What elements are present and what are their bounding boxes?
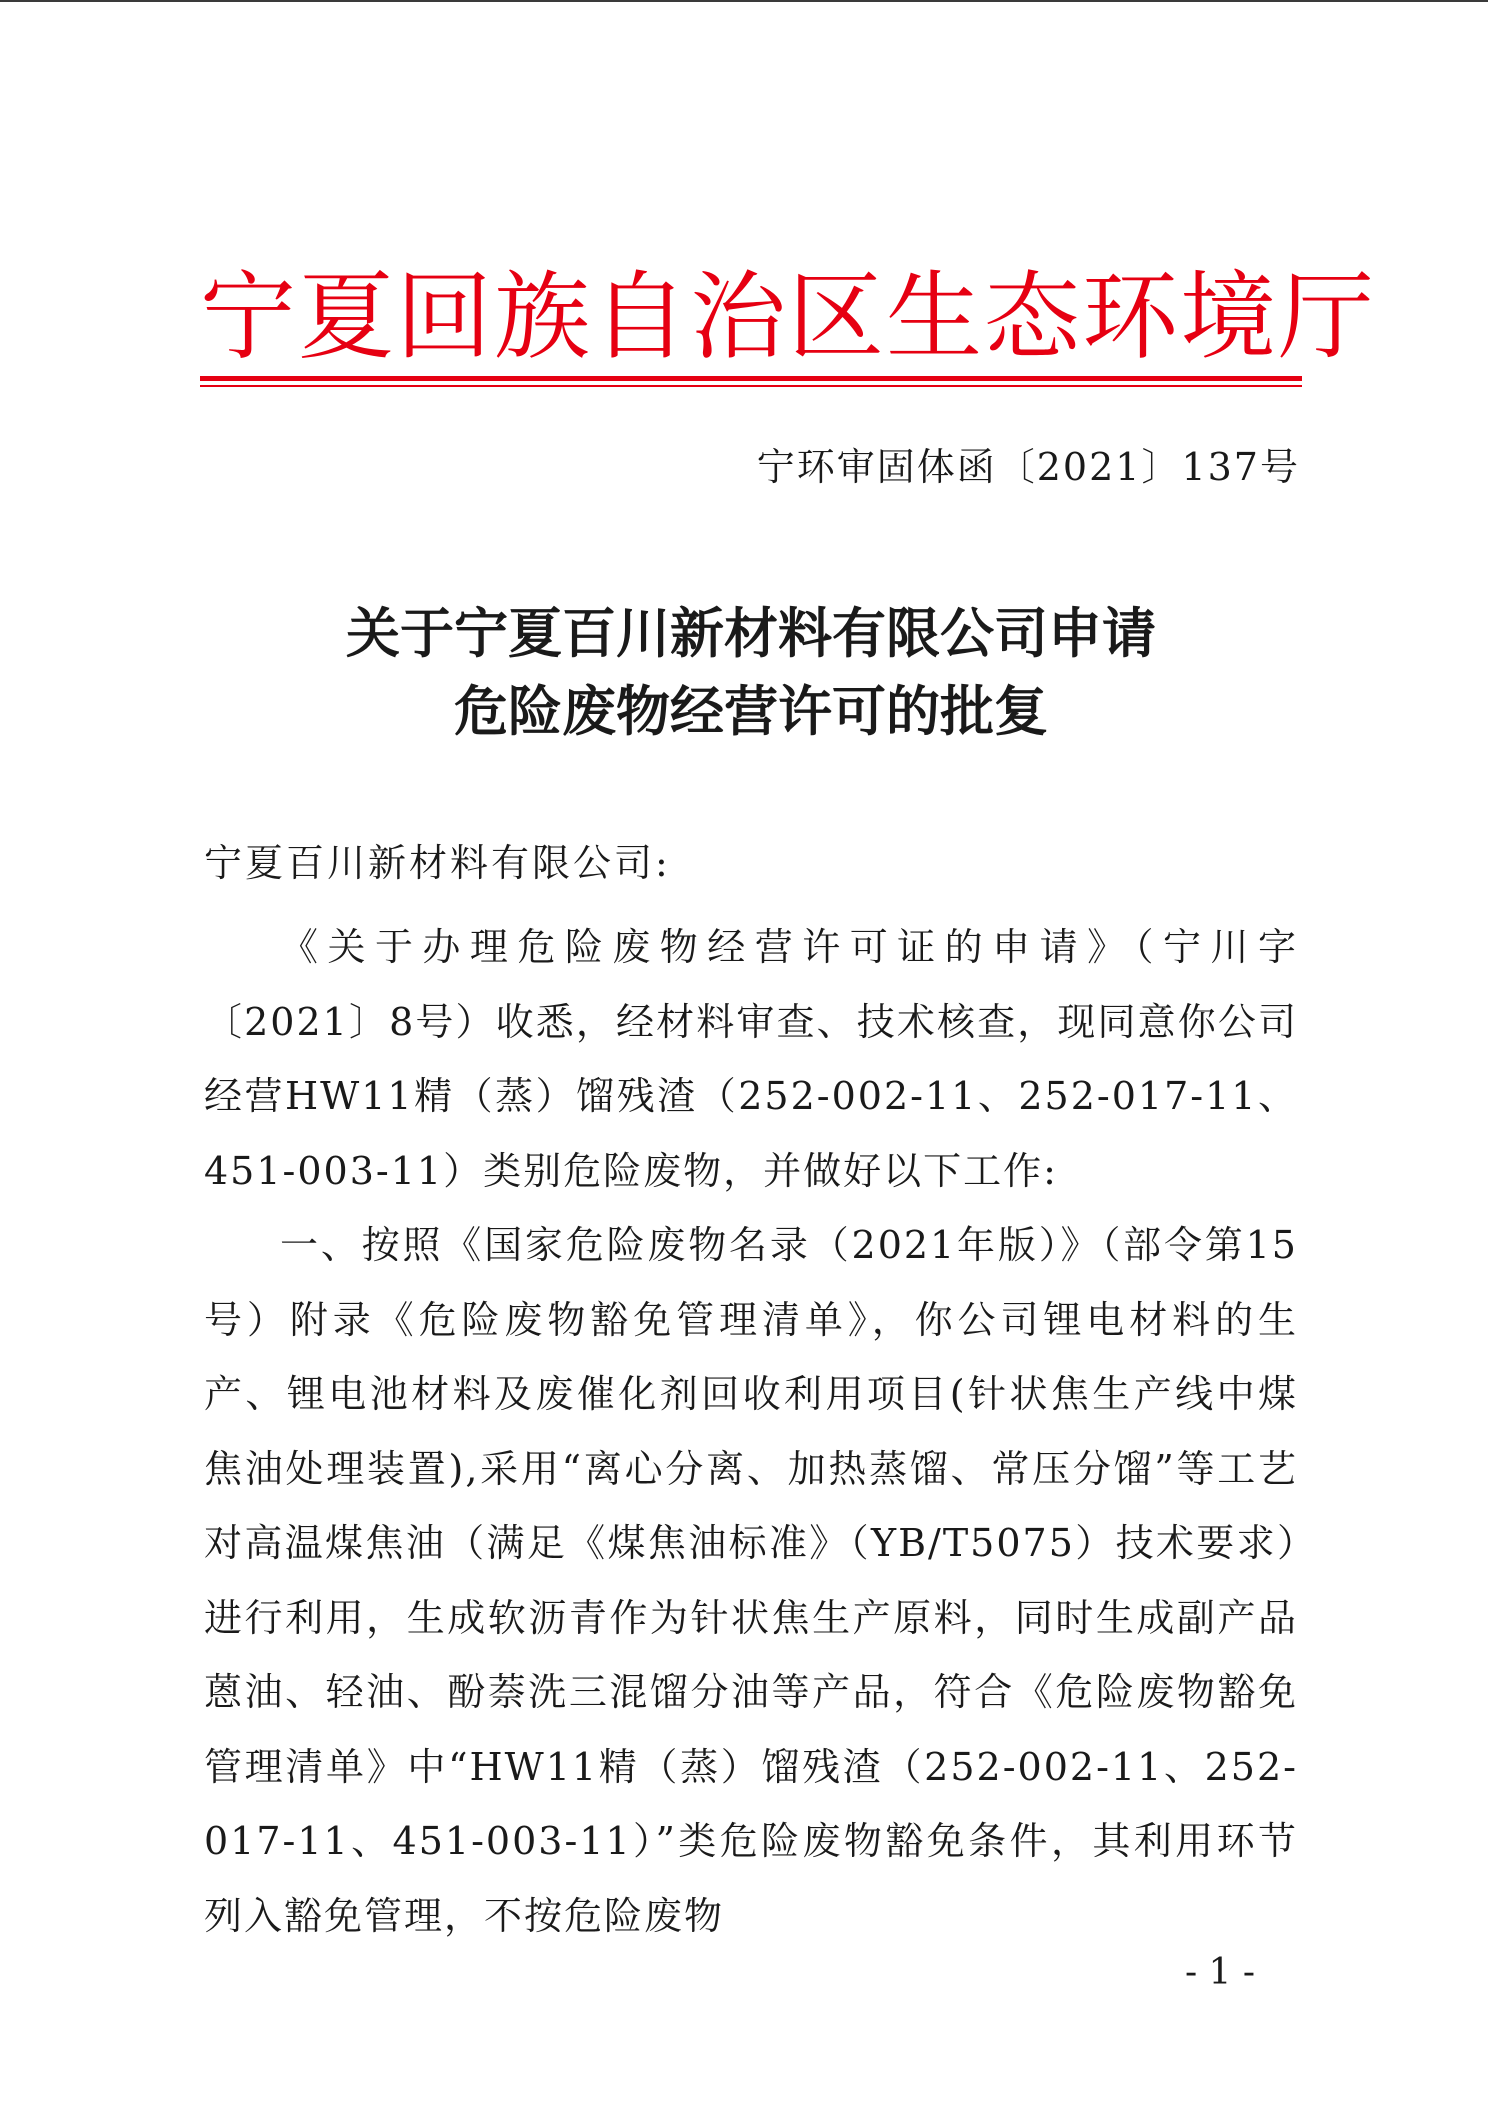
- paragraph-2: 一、按照《国家危险废物名录（2021年版）》（部令第15号）附录《危险废物豁免管理清单》，你公司锂电材料的生产、锂电池材料及废催化剂回收利用项目(针状焦生产线中煤焦油处理装置),采用“离心分离、加热蒸馏、常压分馏”等工艺对高温煤焦油（满足《煤焦油标准》（YB/T5075）技术要求）进行利用，生成软沥青作为针状焦生产原料，同时生成副产品蒽油、轻油、酚萘洗三混馏分油等产品，符合《危险废物豁免管理清单》中“HW11精（蒸）馏残渣（252-002-11、252-017-11、451-003-11）”类危险废物豁免条件，其利用环节列入豁免管理，不按危险废物: [204, 1223, 1298, 1938]
- letterhead-red-rule-thick: [200, 376, 1302, 381]
- top-border-line: [0, 0, 1488, 2]
- page-number: - 1 -: [1184, 1952, 1256, 1993]
- letterhead-red-rule-thin: [200, 385, 1302, 387]
- paragraph-1: 《关于办理危险废物经营许可证的申请》（宁川字〔2021〕8号）收悉，经材料审查、技术核查，现同意你公司经营HW11精（蒸）馏残渣（252-002-11、252-017-11、451-003-11）类别危险废物，并做好以下工作:: [204, 925, 1298, 1193]
- agency-letterhead: 宁夏回族自治区生态环境厅: [200, 261, 1376, 373]
- salutation: 宁夏百川新材料有限公司:: [204, 841, 671, 885]
- document-title-line-1: 关于宁夏百川新材料有限公司申请: [346, 601, 1156, 665]
- document-title-line-2: 危险废物经营许可的批复: [454, 679, 1048, 743]
- body-text: [204, 910, 1298, 1953]
- document-number: 宁环审固体函〔2021〕137号: [756, 445, 1300, 489]
